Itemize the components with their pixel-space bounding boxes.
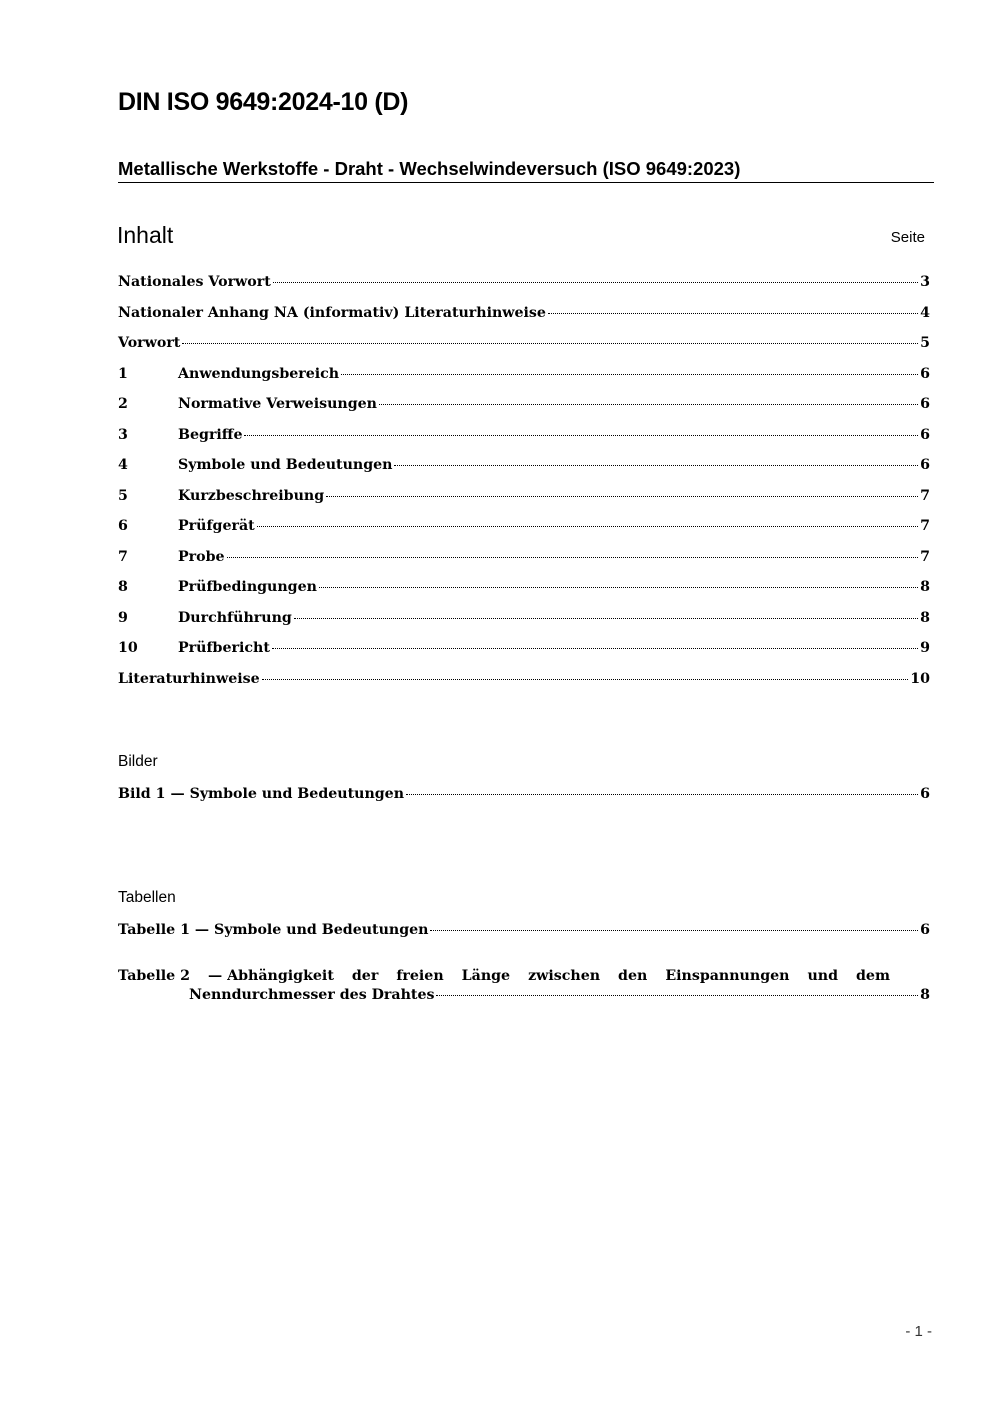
dot-leader bbox=[341, 374, 918, 375]
toc-entry[interactable] bbox=[118, 488, 930, 519]
toc-entry[interactable] bbox=[118, 786, 930, 817]
dot-leader bbox=[182, 343, 918, 344]
toc-entry[interactable] bbox=[118, 922, 930, 953]
toc-entry[interactable] bbox=[118, 549, 930, 580]
toc-entry-number: 6 bbox=[118, 518, 128, 534]
dot-leader bbox=[436, 995, 918, 996]
toc-entry-text: Bild 1 — Symbole und Bedeutungen bbox=[118, 786, 405, 802]
dot-leader bbox=[548, 313, 918, 314]
toc-entry-page: 6 bbox=[920, 365, 930, 382]
toc-entry-number: 7 bbox=[118, 548, 128, 565]
toc-entry[interactable] bbox=[118, 579, 930, 610]
toc-entry-page: 6 bbox=[920, 922, 930, 938]
toc-entry-text: Normative Verweisungen bbox=[178, 396, 377, 412]
page-number: - 1 - bbox=[905, 1323, 932, 1340]
toc-entry-page: 7 bbox=[920, 487, 930, 504]
toc-entry-page: 5 bbox=[920, 335, 930, 351]
toc-entry[interactable] bbox=[118, 366, 930, 397]
dot-leader bbox=[430, 930, 918, 931]
toc-entry-word: den bbox=[618, 968, 648, 984]
toc-entry-word: der bbox=[351, 968, 379, 984]
page-column-label: Seite bbox=[890, 229, 925, 246]
dot-leader bbox=[294, 618, 918, 619]
toc-entry-number: 5 bbox=[118, 487, 128, 504]
toc-entry-number: 2 bbox=[118, 396, 128, 412]
toc-entry[interactable] bbox=[118, 518, 930, 549]
toc-entry-text: Vorwort bbox=[118, 335, 181, 351]
toc-entry-number: 4 bbox=[118, 457, 128, 473]
toc-entry-word: freien bbox=[396, 968, 444, 984]
toc-entry-page: 3 bbox=[920, 274, 930, 290]
toc-entry-text: Begriffe bbox=[178, 426, 243, 443]
toc-entry[interactable] bbox=[118, 640, 930, 671]
toc-entry[interactable] bbox=[118, 610, 930, 641]
dot-leader bbox=[379, 404, 918, 405]
document-subtitle: Metallische Werkstoffe - Draht - Wechselwindeversuch (ISO 9649:2023) bbox=[118, 158, 934, 183]
toc-entry-number: 3 bbox=[118, 426, 128, 443]
toc-entry-word: — Abhängigkeit bbox=[207, 968, 334, 984]
toc-entry[interactable] bbox=[118, 427, 930, 458]
toc-entry-page: 6 bbox=[920, 426, 930, 443]
toc-entry-word: dem bbox=[856, 968, 890, 984]
toc-entry[interactable] bbox=[118, 305, 930, 336]
toc-entry-word: und bbox=[807, 968, 839, 984]
dot-leader bbox=[257, 526, 918, 527]
toc-entry-line bbox=[118, 987, 930, 1003]
toc-entry-page: 4 bbox=[920, 304, 930, 321]
toc-entry-page: 8 bbox=[920, 609, 930, 626]
toc-entry-word: Einspannungen bbox=[665, 968, 790, 984]
toc-entry[interactable] bbox=[118, 335, 930, 366]
tables-heading: Tabellen bbox=[118, 889, 176, 906]
toc-entry-text: Tabelle 1 — Symbole und Bedeutungen bbox=[118, 922, 429, 938]
dot-leader bbox=[244, 435, 918, 436]
dot-leader bbox=[262, 679, 909, 680]
toc-heading: Inhalt bbox=[117, 222, 174, 248]
toc-entry-text: Literaturhinweise bbox=[118, 670, 260, 687]
toc-entry-word: zwischen bbox=[528, 968, 601, 984]
toc-entry[interactable] bbox=[118, 274, 930, 305]
dot-leader bbox=[394, 465, 918, 466]
dot-leader bbox=[273, 282, 918, 283]
dot-leader bbox=[406, 794, 918, 795]
toc-entry[interactable] bbox=[118, 457, 930, 488]
toc-entry-text: Durchführung bbox=[178, 609, 292, 626]
toc-entry-text: Prüfbedingungen bbox=[178, 579, 317, 595]
dot-leader bbox=[326, 496, 918, 497]
document-title: DIN ISO 9649:2024-10 (D) bbox=[118, 88, 409, 116]
toc-entry-page: 10 bbox=[910, 670, 930, 687]
toc-entry[interactable] bbox=[118, 671, 930, 702]
toc-entry-text: Kurzbeschreibung bbox=[178, 487, 325, 504]
toc-entry-page: 6 bbox=[920, 396, 930, 412]
toc-entry-text: Nationaler Anhang NA (informativ) Literaturhinweise bbox=[118, 304, 546, 321]
toc-entry-page: 9 bbox=[920, 640, 930, 656]
figures-heading: Bilder bbox=[118, 753, 158, 770]
toc-entry-line bbox=[118, 968, 890, 984]
toc-entry-page: 8 bbox=[920, 579, 930, 595]
tables-list bbox=[118, 922, 930, 953]
toc-entry-page: 6 bbox=[920, 457, 930, 473]
toc-entry-number: 9 bbox=[118, 609, 128, 626]
toc-entry-number: 10 bbox=[118, 640, 138, 656]
toc-entry-page: 7 bbox=[920, 548, 930, 565]
toc-entry-page: 8 bbox=[920, 987, 930, 1003]
toc-entry-text: Prüfgerät bbox=[178, 518, 255, 534]
toc-entry-text: Probe bbox=[178, 548, 225, 565]
toc-entry-page: 6 bbox=[920, 786, 930, 802]
toc-entry-word: Länge bbox=[461, 968, 511, 984]
dot-leader bbox=[272, 648, 918, 649]
toc-entry-page: 7 bbox=[920, 518, 930, 534]
toc-entry-number: 8 bbox=[118, 579, 128, 595]
toc-entry-word: Tabelle 2 bbox=[118, 968, 190, 984]
toc-entry-tabelle-2[interactable] bbox=[118, 968, 930, 1003]
toc-entry-text: Anwendungsbereich bbox=[178, 365, 340, 382]
toc-entry-number: 1 bbox=[118, 365, 128, 382]
dot-leader bbox=[319, 587, 918, 588]
toc-entry-text: Nationales Vorwort bbox=[118, 274, 271, 290]
toc-entry-text: Nenndurchmesser des Drahtes bbox=[189, 987, 435, 1003]
table-of-contents bbox=[118, 274, 930, 701]
dot-leader bbox=[227, 557, 919, 558]
toc-entry[interactable] bbox=[118, 396, 930, 427]
toc-entry-text: Symbole und Bedeutungen bbox=[178, 457, 393, 473]
toc-entry-text: Prüfbericht bbox=[178, 640, 270, 656]
figures-list bbox=[118, 786, 930, 817]
